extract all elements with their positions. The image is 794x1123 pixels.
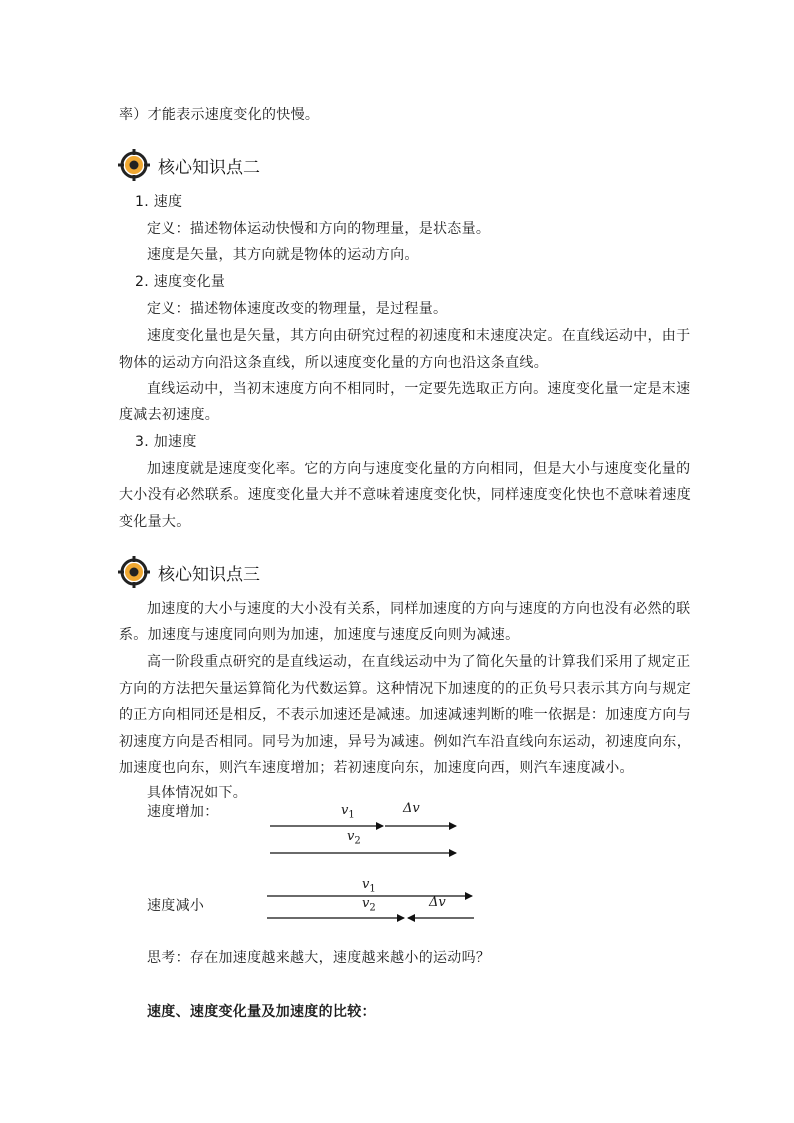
v1-label-decrease [362, 877, 376, 895]
section3-paragraph: 高一阶段重点研究的是直线运动，在直线运动中为了简化矢量的计算我们采用了规定正 [147, 654, 691, 670]
acceleration-paragraph: 大小没有必然联系。速度变化量大并不意味着速度变化快，同样速度变化快也不意味着速度 [119, 487, 691, 503]
specifics-text: 具体情况如下。 [147, 785, 248, 801]
v-symbol: v [362, 877, 370, 892]
speed-increase-label: 速度增加： [147, 804, 219, 820]
velocity-change-paragraph: 度减去初速度。 [119, 407, 220, 423]
velocity-definition: 定义：描述物体运动快慢和方向的物理量，是状态量。 [147, 221, 491, 237]
delta-v-label-decrease: Δv [429, 895, 446, 910]
list-title: 速度 [153, 194, 183, 210]
intro-text: 率）才能表示速度变化的快慢。 [119, 107, 320, 123]
delta-v-label-increase: Δv [403, 801, 420, 816]
section3-paragraph: 加速度的大小与速度的大小没有关系，同样加速度的方向与速度的方向也没有必然的联 [147, 601, 691, 617]
v1-label-increase [341, 803, 355, 821]
list-number: 1. [135, 194, 149, 210]
comparison-heading: 速度、速度变化量及加速度的比较： [147, 1004, 376, 1020]
v-symbol: v [341, 803, 349, 818]
list-number: 2. [135, 274, 149, 290]
v-symbol: v [347, 829, 355, 844]
speed-decrease-label: 速度减小 [147, 898, 205, 914]
velocity-change-paragraph: 速度变化量也是矢量，其方向由研究过程的初速度和末速度决定。在直线运动中，由于 [147, 328, 691, 344]
section3-paragraph: 初速度方向是否相同。同号为加速，异号为减速。例如汽车沿直线向东运动，初速度向东， [119, 734, 691, 750]
velocity-change-paragraph: 直线运动中，当初末速度方向不相同时，一定要先选取正方向。速度变化量一定是末速 [147, 381, 691, 397]
subscript: 1 [369, 883, 376, 895]
think-question: 思考：存在加速度越来越大，速度越来越小的运动吗？ [147, 950, 491, 966]
section3-paragraph: 的正方向相同还是相反，不表示加速还是减速。加速减速判断的唯一依据是：加速度方向与 [119, 707, 691, 723]
section3-paragraph: 方向的方法把矢量运算简化为代数运算。这种情况下加速度的的正负号只表示其方向与规定 [119, 681, 691, 697]
list-title: 加速度 [153, 434, 197, 450]
section-title: 核心知识点三 [158, 564, 260, 585]
acceleration-paragraph: 变化量大。 [119, 514, 191, 530]
subscript: 1 [348, 809, 355, 821]
v-symbol: v [362, 896, 370, 911]
v2-label-increase [347, 829, 361, 847]
section-title: 核心知识点二 [158, 157, 260, 178]
section3-paragraph: 系。加速度与速度同向则为加速，加速度与速度反向则为减速。 [119, 627, 520, 643]
velocity-change-paragraph: 物体的运动方向沿这条直线，所以速度变化量的方向也沿这条直线。 [119, 355, 548, 371]
v2-label-decrease [362, 896, 376, 914]
list-title: 速度变化量 [153, 274, 226, 290]
subscript: 2 [354, 835, 361, 847]
section3-paragraph: 加速度也向东，则汽车速度增加；若初速度向东，加速度向西，则汽车速度减小。 [119, 760, 634, 776]
list-number: 3. [135, 434, 149, 450]
velocity-vector-note: 速度是矢量，其方向就是物体的运动方向。 [147, 247, 419, 263]
acceleration-paragraph: 加速度就是速度变化率。它的方向与速度变化量的方向相同，但是大小与速度变化量的 [147, 461, 691, 477]
velocity-change-definition: 定义：描述物体速度改变的物理量，是过程量。 [147, 301, 448, 317]
subscript: 2 [369, 902, 376, 914]
